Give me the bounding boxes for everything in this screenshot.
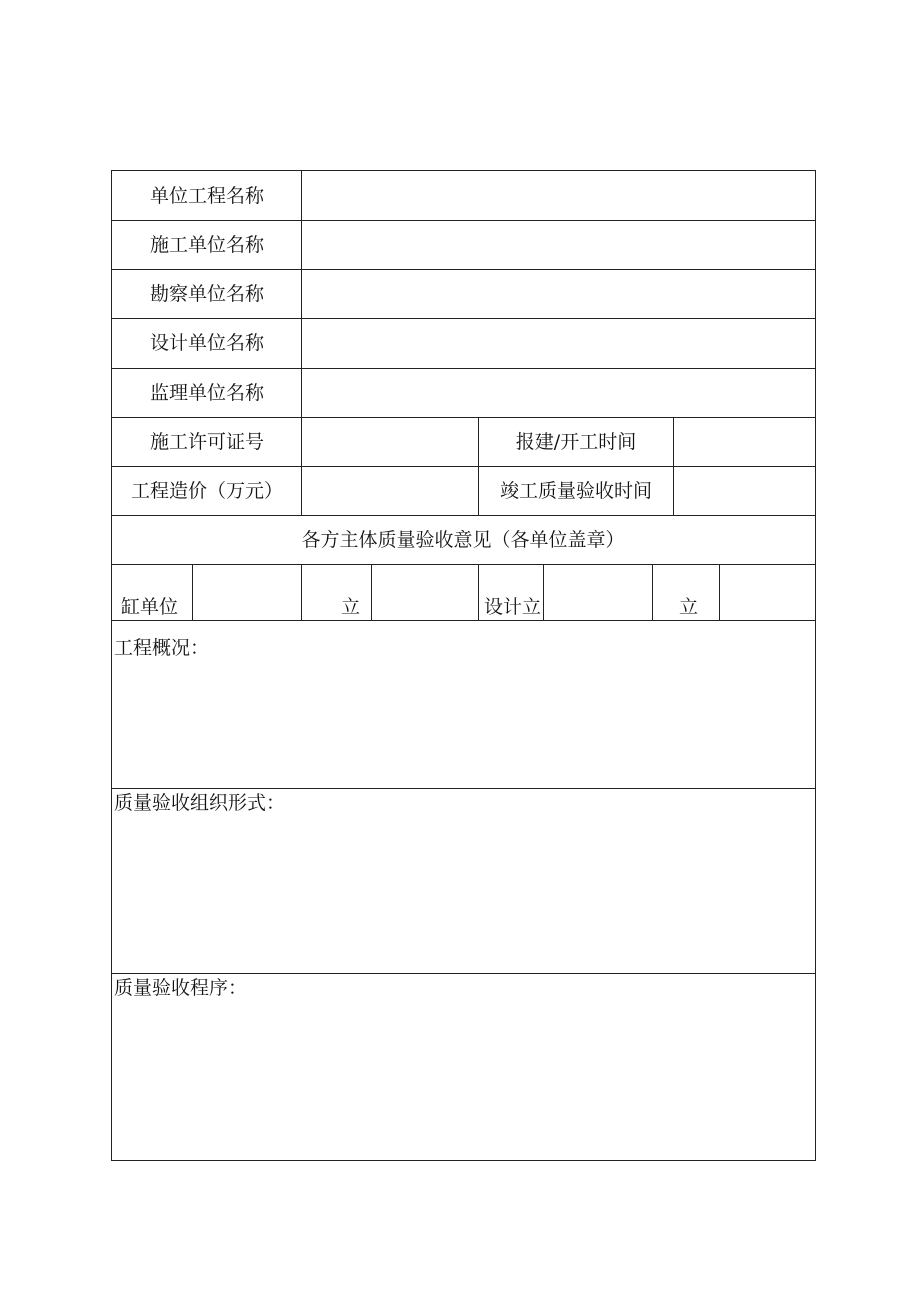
col-divider xyxy=(543,564,544,620)
label-unit-project-name: 单位工程名称 xyxy=(149,185,265,207)
col-divider xyxy=(719,564,720,620)
col-divider xyxy=(371,564,372,620)
row-divider xyxy=(112,620,815,621)
label-report-start-time: 报建/开工时间 xyxy=(515,431,637,453)
field-supervision-unit-name[interactable] xyxy=(302,369,815,417)
section-procedure-label: 质量验收程序： xyxy=(114,977,248,999)
signature-cell-4: 立 xyxy=(679,596,699,618)
col-divider xyxy=(192,564,193,620)
label-project-cost: 工程造价（万元） xyxy=(130,480,284,502)
field-unit-project-name[interactable] xyxy=(302,171,815,220)
label-construction-unit-name: 施工单位名称 xyxy=(149,234,265,256)
field-completion-acceptance-time[interactable] xyxy=(674,467,815,515)
field-design-unit-name[interactable] xyxy=(302,319,815,368)
row-divider xyxy=(112,973,815,974)
field-construction-unit-name[interactable] xyxy=(302,221,815,269)
row-divider xyxy=(112,788,815,789)
col-divider xyxy=(478,417,479,515)
row-divider xyxy=(112,564,815,565)
acceptance-form xyxy=(111,170,816,1161)
label-survey-unit-name: 勘察单位名称 xyxy=(149,283,265,305)
label-design-unit-name: 设计单位名称 xyxy=(149,332,265,354)
field-report-start-time[interactable] xyxy=(674,418,815,466)
section-overview-label: 工程概况： xyxy=(114,637,210,659)
signature-cell-3: 设计立 xyxy=(484,596,542,618)
label-completion-acceptance-time: 竣工质量验收时间 xyxy=(499,480,653,502)
field-overview[interactable] xyxy=(112,661,815,787)
col-divider xyxy=(478,564,479,620)
col-divider xyxy=(652,564,653,620)
signature-cell-1: 缸单位 xyxy=(121,596,179,618)
field-project-cost[interactable] xyxy=(302,467,478,515)
row-divider xyxy=(112,515,815,516)
col-divider xyxy=(301,564,302,620)
signature-cell-2: 立 xyxy=(341,596,361,618)
field-construction-permit-no[interactable] xyxy=(302,418,478,466)
label-construction-permit-no: 施工许可证号 xyxy=(149,431,265,453)
section-organization-form-label: 质量验收组织形式： xyxy=(114,792,286,814)
field-organization-form[interactable] xyxy=(112,817,815,972)
opinions-header: 各方主体质量验收意见（各单位盖章） xyxy=(301,529,625,551)
field-procedure[interactable] xyxy=(112,1002,815,1160)
label-supervision-unit-name: 监理单位名称 xyxy=(149,382,265,404)
field-survey-unit-name[interactable] xyxy=(302,270,815,318)
